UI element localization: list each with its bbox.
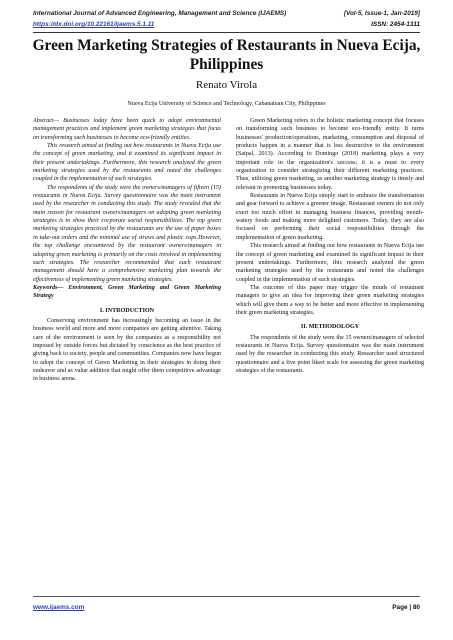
body-paragraph: The outcome of this paper may trigger the minds of restaurant managers to give an idea for improving their green marketing strategies which will give them a way to be better and more effective in implementing their green marketing strategies. <box>236 284 424 316</box>
author-name: Renato Virola <box>195 79 258 91</box>
body-paragraph: Green Marketing refers to the holistic marketing concept that focuses on transforming such business to become eco-friendly entity. It turns businesses' production/operations, marketing, consumption and disposal of products happen in a manner that is less destructive to the environment (Satpal, 2013). According to Domingo (2018) marketing plays a very important role in the organization's success; it is a must to every organization to consider strategizing their different marketing practices. Thus, utilizing green marketing, as another marketing strategy is timely and relevant in promoting businesses today. <box>236 118 424 191</box>
header-divider <box>33 32 420 33</box>
right-column <box>236 117 424 375</box>
abstract-paragraph: The respondents of the study were the owners/managers of fifteen (15) restaurants in Nueva Ecija. Survey questionnaire was the main instrument used by the researcher in conducting this study. The study revealed that the main reason for restaurant owners/managers on adopting green marketing strategies is to show their corporate social responsibilities. The top green marketing strategies practiced by the restaurants are the use of paper boxes in take-out orders and the minimal use of straws and plastic cups.However, the top challenge encountered by the restaurant owners/managers in adopting green marketing is primarily on the costs involved in implementing such strategies. The researcher recommended that each restaurant management should have a comprehensive marketing plan towards the effectiveness of implementing green marketing strategies. <box>33 184 221 283</box>
body-paragraph: Conserving environment has increasingly becoming an issue in the business world and more and more companies are getting attentive. Taking care of the environment is seen by the companies as a responsibility not imposed by outside forces but dictated by conscience as the best practice of giving back to society, people and communities. Companies now have begun to adopt the concept of Green Marketing in their strategies in doing their endeavor and as value addition that might offer them competitive advantage in business arena. <box>33 317 221 383</box>
page-number: Page | 80 <box>392 604 420 611</box>
section-heading-introduction: I. INTRODUCTION <box>99 307 155 314</box>
body-paragraph: The respondents of the study were the 15 owners/managers of selected restaurants in Nueva Ecija. Survey questionnaire was the main instrument used by the researcher in conducting this study. Researcher used structured questionnaire and a five point likert scale for assessing the green marketing strategies of the restaurants. <box>236 334 424 374</box>
keywords: Keywords— Environment, Green Marketing and Green Marketing Strategy <box>33 284 221 300</box>
journal-website-link[interactable]: www.ijaems.com <box>33 604 85 611</box>
body-paragraph: Restaurants in Nueva Ecija simply start to embrace the transformation and gear forward to achieve a greener image. Restaurant owners do not only exert too much effort in managing business finances, providing mouth-watery foods and making more delighted customers. Today, they are also focused on performing their social responsibilities through the implementation of green marketing. <box>236 193 424 241</box>
issn: ISSN: 2454-1311 <box>371 21 420 28</box>
left-column <box>33 117 221 384</box>
issue-info: [Vol-5, Issue-1, Jan-2019] <box>343 10 420 17</box>
paper-title: Green Marketing Strategies of Restaurants in Nueva Ecija, Philippines <box>32 37 421 73</box>
journal-name: International Journal of Advanced Engineering, Management and Science (IJAEMS) <box>33 10 287 17</box>
footer-divider <box>33 596 420 597</box>
body-paragraph: This research aimed at finding out how restaurants in Nueva Ecija use the concept of green marketing and examined its significant impact in their present undertakings. Furthermore, this research analyzed the green marketing strategies used by the restaurants and noted the challenges coupled in the implementation of such strategies. <box>236 243 424 283</box>
abstract-paragraph: This research aimed at finding out how restaurants in Nueva Ecija use the concept of green marketing, and it examined its significant impact in their present undertakings. Furthermore, this research analyzed the green marketing strategies used by the restaurants and noted the challenges coupled in the implementation of such strategies. <box>33 143 221 183</box>
author-affiliation: Nueva Ecija University of Science and Technology, Cabanatuan City, Philippines <box>127 101 326 107</box>
abstract-paragraph: Abstract— Businesses today have been quick to adopt environmental management practices and implement green marketing strategies that focus on transforming such businesses to become eco-friendly entities. <box>33 118 221 141</box>
section-heading-methodology: II. METHODOLOGY <box>300 324 360 331</box>
abstract <box>33 117 221 284</box>
journal-subheader <box>33 21 420 28</box>
journal-header <box>33 10 420 17</box>
doi-link[interactable]: https://dx.doi.org/10.22161/ijaems.5.1.11 <box>33 21 155 28</box>
